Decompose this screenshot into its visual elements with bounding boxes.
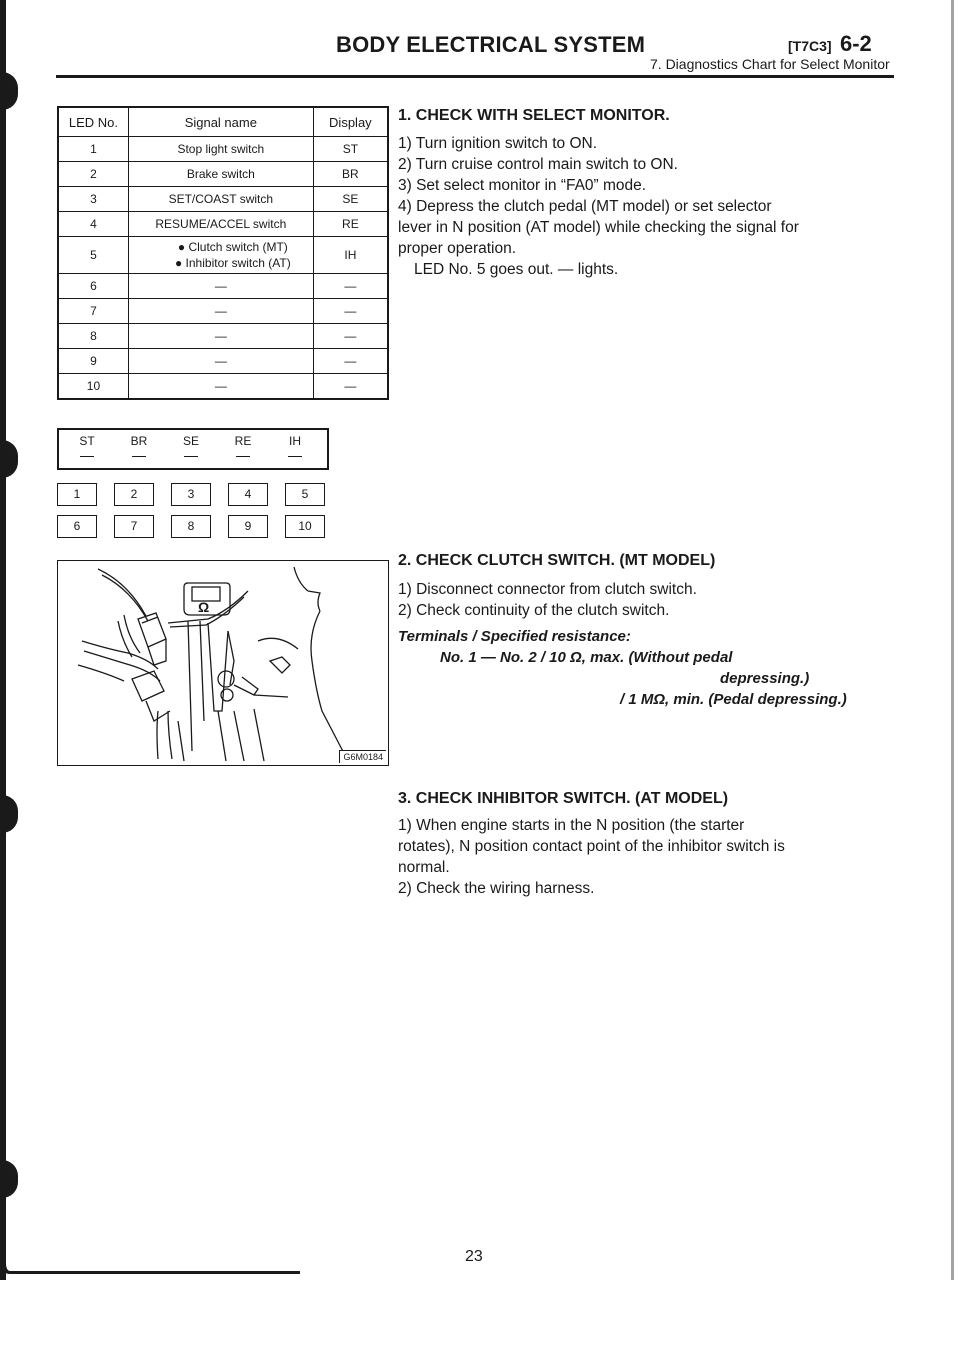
table-row — [58, 137, 388, 162]
led-box-9: 9 — [228, 515, 268, 538]
display-cell: — — [313, 374, 388, 400]
binder-hole-2 — [2, 440, 18, 478]
section1-line: 3) Set select monitor in “FA0” mode. — [398, 177, 647, 194]
section3-line: 2) Check the wiring harness. — [398, 880, 595, 897]
signal-cell: — — [128, 374, 313, 400]
display-cell: — — [313, 349, 388, 374]
spec-terminals-heading: Terminals / Specified resistance: — [398, 628, 631, 645]
section2-line: 1) Disconnect connector from clutch switch. — [398, 581, 697, 598]
table-row — [58, 324, 388, 349]
header-display: Display — [313, 107, 388, 137]
led-box-3: 3 — [171, 483, 211, 506]
led-no-cell: 3 — [58, 187, 128, 212]
display-dash — [132, 456, 146, 457]
led-no-cell: 8 — [58, 324, 128, 349]
led-no-cell: 2 — [58, 162, 128, 187]
section1-line: 2) Turn cruise control main switch to ON. — [398, 156, 678, 173]
page-number: 23 — [465, 1248, 483, 1265]
table-row — [58, 349, 388, 374]
display-label-se: SE — [182, 434, 199, 448]
display-dash — [80, 456, 94, 457]
page-subtitle: 7. Diagnostics Chart for Select Monitor — [650, 56, 890, 72]
section-code: [T7C3] — [788, 38, 832, 54]
table-row — [58, 212, 388, 237]
display-label-br: BR — [130, 434, 148, 448]
signal-cell: SET/COAST switch — [128, 187, 313, 212]
section1-line: lever in N position (AT model) while checking the signal for — [398, 219, 799, 236]
signal-cell — [128, 237, 313, 274]
table-row — [58, 374, 388, 400]
led-box-2: 2 — [114, 483, 154, 506]
figure-code: G6M0184 — [339, 750, 386, 763]
section1-result-line: LED No. 5 goes out. — lights. — [414, 261, 619, 278]
signal-cell: — — [128, 274, 313, 299]
table-row — [58, 237, 388, 274]
spec-line: / 1 MΩ, min. (Pedal depressing.) — [620, 691, 847, 708]
display-cell: BR — [313, 162, 388, 187]
led-signal-table — [57, 106, 389, 400]
led-box-8: 8 — [171, 515, 211, 538]
table-row — [58, 162, 388, 187]
spec-line: No. 1 — No. 2 / 10 Ω, max. (Without pedal — [440, 649, 733, 666]
signal-cell: — — [128, 349, 313, 374]
signal-cell: — — [128, 299, 313, 324]
header-rule — [56, 75, 894, 78]
led-box-6: 6 — [57, 515, 97, 538]
display-label-ih: IH — [289, 434, 301, 448]
section3-line: rotates), N position contact point of the inhibitor switch is — [398, 838, 785, 855]
signal-line-clutch: ● Clutch switch (MT) — [177, 240, 288, 254]
section1-line: proper operation. — [398, 240, 517, 257]
signal-line-inhibitor: ● Inhibitor switch (AT) — [174, 256, 291, 270]
led-box-5: 5 — [285, 483, 325, 506]
section1-heading: 1. CHECK WITH SELECT MONITOR. — [398, 107, 670, 124]
display-cell: — — [313, 299, 388, 324]
led-box-10: 10 — [285, 515, 325, 538]
display-dash — [236, 456, 250, 457]
signal-cell: RESUME/ACCEL switch — [128, 212, 313, 237]
page-ref: 6-2 — [840, 31, 872, 56]
monitor-display-panel — [57, 428, 329, 470]
led-box-4: 4 — [228, 483, 268, 506]
display-cell: IH — [313, 237, 388, 274]
header-led-no: LED No. — [58, 107, 128, 137]
signal-cell: — — [128, 324, 313, 349]
display-cell: RE — [313, 212, 388, 237]
section1-line: 1) Turn ignition switch to ON. — [398, 135, 597, 152]
signal-cell: Brake switch — [128, 162, 313, 187]
page-title: BODY ELECTRICAL SYSTEM — [336, 32, 646, 57]
display-cell: ST — [313, 137, 388, 162]
display-label-st: ST — [79, 434, 95, 448]
led-no-cell: 5 — [58, 237, 128, 274]
section2-heading: 2. CHECK CLUTCH SWITCH. (MT MODEL) — [398, 552, 716, 569]
led-no-cell: 4 — [58, 212, 128, 237]
display-label-re: RE — [234, 434, 252, 448]
display-dash — [288, 456, 302, 457]
table-row — [58, 299, 388, 324]
led-box-1: 1 — [57, 483, 97, 506]
page-right-edge — [951, 0, 954, 1280]
header-signal-name: Signal name — [128, 107, 313, 137]
led-no-cell: 7 — [58, 299, 128, 324]
ohm-symbol: Ω — [198, 599, 210, 615]
spec-line: depressing.) — [720, 670, 810, 687]
page-bottom-edge — [0, 1262, 300, 1274]
binder-hole-3 — [2, 795, 18, 833]
clutch-pedal-drawing — [58, 561, 389, 766]
binder-hole-1 — [2, 72, 18, 110]
page-left-edge — [0, 0, 6, 1280]
display-cell: SE — [313, 187, 388, 212]
binder-hole-4 — [2, 1160, 18, 1198]
section3-line: normal. — [398, 859, 450, 876]
display-cell: — — [313, 324, 388, 349]
led-no-cell: 10 — [58, 374, 128, 400]
signal-cell: Stop light switch — [128, 137, 313, 162]
led-no-cell: 1 — [58, 137, 128, 162]
section3-heading: 3. CHECK INHIBITOR SWITCH. (AT MODEL) — [398, 790, 729, 807]
table-row — [58, 187, 388, 212]
section2-line: 2) Check continuity of the clutch switch. — [398, 602, 670, 619]
table-header-row — [58, 107, 388, 137]
display-dash — [184, 456, 198, 457]
led-box-7: 7 — [114, 515, 154, 538]
table-row — [58, 274, 388, 299]
section1-line: 4) Depress the clutch pedal (MT model) or set selector — [398, 198, 772, 215]
led-no-cell: 6 — [58, 274, 128, 299]
clutch-switch-illustration — [57, 560, 389, 766]
section3-line: 1) When engine starts in the N position (the starter — [398, 817, 745, 834]
display-cell: — — [313, 274, 388, 299]
led-no-cell: 9 — [58, 349, 128, 374]
